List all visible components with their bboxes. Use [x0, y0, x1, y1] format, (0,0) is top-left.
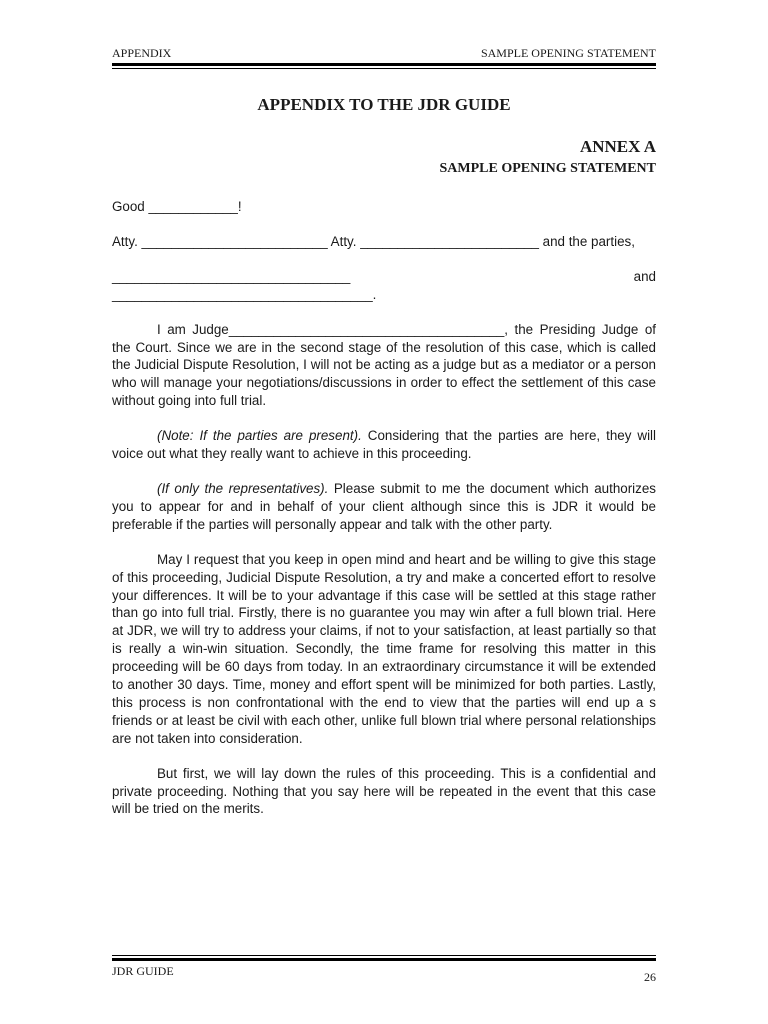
footer-left: JDR GUIDE [112, 964, 174, 978]
header-left: APPENDIX [112, 46, 172, 60]
header-right: SAMPLE OPENING STATEMENT [480, 46, 656, 60]
note-representatives: (If only the representatives). [157, 480, 329, 496]
annex-label: ANNEX A [579, 137, 656, 156]
header-rule-thin [112, 68, 656, 69]
attorney-line: Atty. _________________________ Atty. ________________________ and the parties, [112, 233, 635, 249]
blank-line-row [112, 268, 656, 286]
document-title: APPENDIX TO THE JDR GUIDE [257, 95, 511, 114]
running-header [112, 46, 656, 61]
blank-and: and [633, 268, 656, 284]
blank-line-1: ________________________________ [112, 268, 351, 284]
running-footer [112, 964, 656, 985]
note-parties-present: (Note: If the parties are present). [157, 428, 362, 444]
paragraph-judge-intro: I am Judge_____________________________________, the Presiding Judge of the Court. Since we are in the second stage of the resolution of this case, which is called the Judicial Dispute Resolution, I will not be acting as a judge but as a mediator or a person who will manage your negotiations/discussions in order to effect the settlement of this case without going into full trial. [112, 321, 656, 409]
text-representatives: Please submit to me the document which authorizes you to appear for and in behalf of your client although since this is JDR it would be preferable if the parties will personally appear and talk with the other party. [112, 480, 656, 532]
blank-line-2: ___________________________________. [112, 286, 377, 302]
page-number: 26 [644, 970, 656, 984]
footer-rule-thin [112, 955, 656, 956]
section-subtitle: SAMPLE OPENING STATEMENT [439, 161, 656, 176]
paragraph-parties-present [112, 427, 656, 463]
text-parties-present: Considering that the parties are here, they will voice out what they really want to achieve in this proceeding. [112, 428, 656, 462]
footer-rule-thick [112, 958, 656, 961]
paragraph-request: May I request that you keep in open mind and heart and be willing to give this stage of this proceeding, Judicial Dispute Resolution, a try and make a concerted effort to resolve your differences. It will be to your advantage if this case will be settled at this stage rather than go into full trial. Firstly, there is no guarantee you may win after a full blown trial. Here at JDR, we will try to address your claims, if not to your satisfaction, at least partially so that is really a win-win situation. Secondly, the time frame for resolving this matter in this proceeding will be 60 days from today. In an extraordinary circumstance it will be extended to another 30 days. Time, money and effort spent will be minimized for both parties. Lastly, this process is non confrontational with the end to view that the parties will end up a s friends or at least be civil with each other, unlike full blown trial where personal relationships are not taken into consideration. [112, 551, 656, 746]
paragraph-representatives [112, 480, 656, 534]
document-body [112, 198, 656, 818]
paragraph-rules: But first, we will lay down the rules of this proceeding. This is a confidential and private proceeding. Nothing that you say here will be repeated in the event that this case will be tried on the merits. [112, 765, 656, 817]
greeting-line: Good ____________! [112, 199, 242, 214]
header-rule-thick [112, 63, 656, 66]
